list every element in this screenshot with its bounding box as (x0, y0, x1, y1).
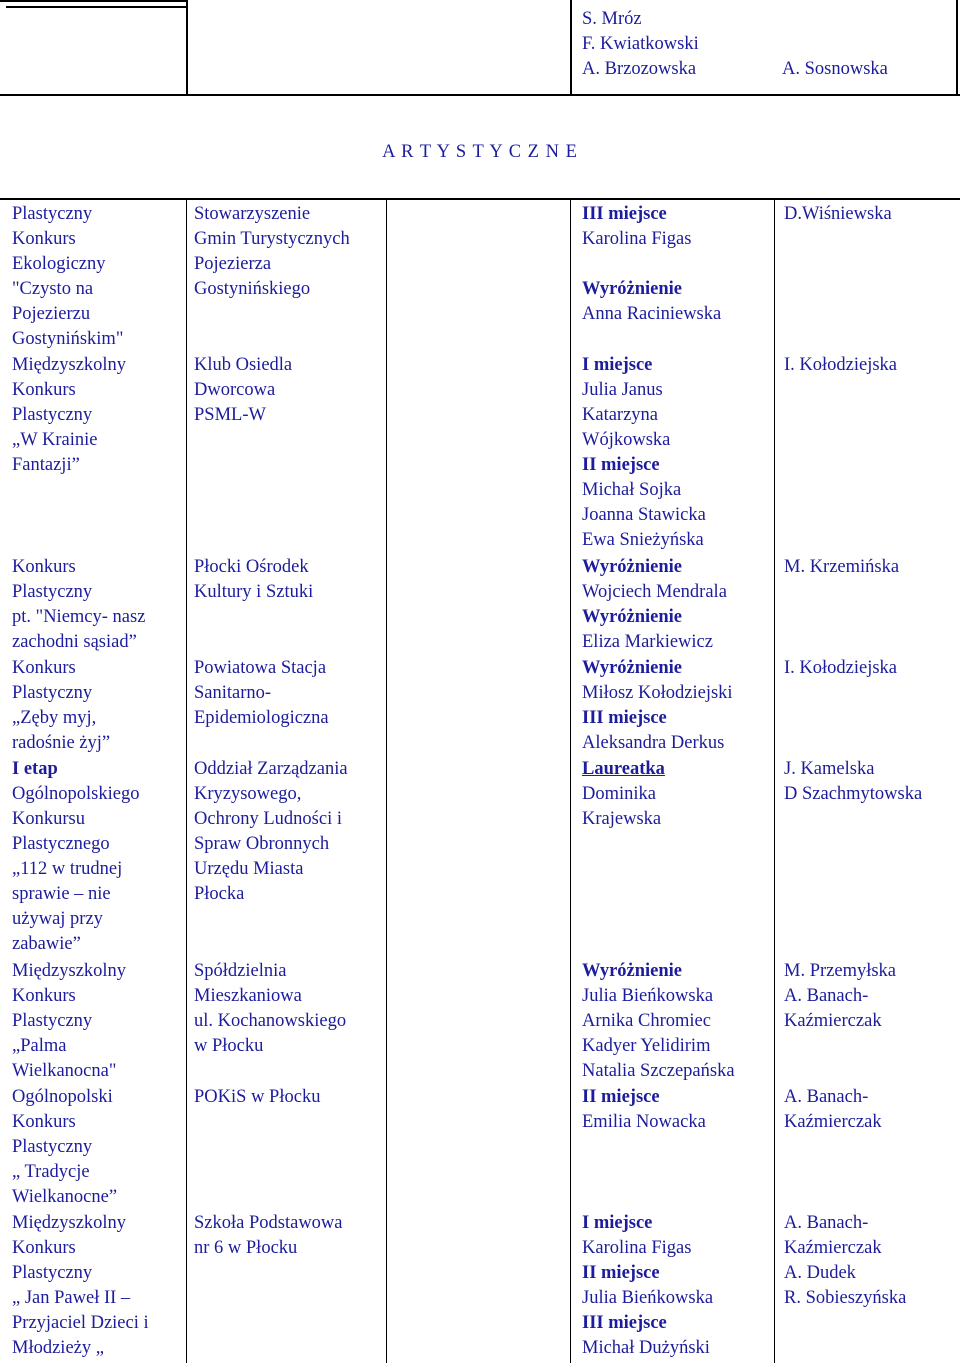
header-col4 (582, 7, 699, 82)
teacher-cell (784, 1085, 882, 1135)
header-divider-2 (570, 0, 572, 96)
teacher-line: A. Dudek (784, 1263, 856, 1283)
results-cell (582, 1085, 706, 1135)
student-name: Arnika Chromiec (582, 1011, 711, 1031)
top-border-left (0, 0, 188, 2)
results-cell (582, 353, 706, 553)
student-name: Karolina Figas (582, 229, 692, 249)
competition-name-cell (12, 757, 139, 957)
competition-name-line: Ogólnopolskiego (12, 784, 140, 804)
student-name: Aleksandra Derkus (582, 733, 725, 753)
competition-name-cell (12, 959, 126, 1084)
competition-name-line: zabawie” (12, 934, 81, 954)
organizer-cell (194, 656, 329, 731)
teacher-line: A. Banach- (784, 1087, 869, 1107)
results-cell (582, 959, 735, 1084)
competition-name-line: Konkurs (12, 380, 76, 400)
competition-name-line: radośnie żyj” (12, 733, 111, 753)
student-name: Michał Sojka (582, 480, 682, 500)
organizer-line: Sanitarno- (194, 683, 272, 703)
organizer-cell (194, 959, 346, 1059)
header-divider-3 (956, 0, 958, 96)
organizer-line: nr 6 w Płocku (194, 1238, 298, 1258)
competition-name-line: Młodzieży „ (12, 1338, 104, 1358)
teacher-line: M. Przemyłska (784, 961, 897, 981)
award-place: II miejsce (582, 1087, 660, 1107)
competition-name-line: Konkurs (12, 1112, 76, 1132)
col-divider-1 (186, 198, 187, 1363)
organizer-line: Gostynińskiego (194, 279, 311, 299)
student-name: Natalia Szczepańska (582, 1061, 735, 1081)
competition-name-line: Konkursu (12, 809, 85, 829)
competition-name-line: Plastyczny (12, 204, 93, 224)
student-name: Dominika (582, 784, 656, 804)
competition-name-line: używaj przy (12, 909, 103, 929)
organizer-line: POKiS w Płocku (194, 1087, 321, 1107)
student-name: Julia Janus (582, 380, 663, 400)
competition-name-line: Plastyczny (12, 1263, 93, 1283)
student-name: Wójkowska (582, 430, 671, 450)
award-place: III miejsce (582, 204, 667, 224)
student-name: Ewa Snieżyńska (582, 530, 704, 550)
teacher-line: J. Kamelska (784, 759, 875, 779)
award-place: Wyróżnienie (582, 279, 683, 299)
organizer-line: Spółdzielnia (194, 961, 287, 981)
results-cell (582, 757, 665, 832)
competition-name-line: Plastyczny (12, 405, 93, 425)
competition-name-line: Plastyczny (12, 582, 93, 602)
section-title: A R T Y S T Y C Z N E (382, 142, 578, 162)
organizer-line: Mieszkaniowa (194, 986, 302, 1006)
competition-name-line: sprawie – nie (12, 884, 111, 904)
competition-name-line: Międzyszkolny (12, 1213, 127, 1233)
competition-name-line: Konkurs (12, 557, 76, 577)
award-place: Wyróżnienie (582, 607, 683, 627)
award-place: Wyróżnienie (582, 658, 683, 678)
organizer-line: Płocka (194, 884, 245, 904)
teacher-line: A. Banach- (784, 986, 869, 1006)
teacher-line: I. Kołodziejska (784, 658, 898, 678)
teacher-line: Kaźmierczak (784, 1011, 882, 1031)
student-name: Krajewska (582, 809, 662, 829)
competition-name-line: Konkurs (12, 658, 76, 678)
student-name: Karolina Figas (582, 1238, 692, 1258)
header-col5-line: A. Sosnowska (782, 59, 888, 79)
student-name: Julia Bieńkowska (582, 1288, 714, 1308)
competition-name-line: zachodni sąsiad” (12, 632, 137, 652)
competition-name-line: „ Tradycje (12, 1162, 90, 1182)
competition-name-line: Wielkanocna" (12, 1061, 117, 1081)
competition-name-line: „ Jan Paweł II – (12, 1288, 131, 1308)
competition-name-cell (12, 202, 123, 352)
teacher-line: D.Wiśniewska (784, 204, 892, 224)
student-name: Eliza Markiewicz (582, 632, 713, 652)
competition-stage: I etap (12, 759, 58, 779)
award-place: III miejsce (582, 1313, 667, 1333)
competition-name-line: „112 w trudnej (12, 859, 123, 879)
competition-name-line: Plastyczny (12, 1137, 93, 1157)
student-name: Miłosz Kołodziejski (582, 683, 733, 703)
competition-name-line: „Zęby myj, (12, 708, 97, 728)
teacher-cell (784, 959, 896, 1034)
competition-name-line: Konkurs (12, 1238, 76, 1258)
header-col4-line: S. Mróz (582, 9, 642, 29)
header-col4-line: A. Brzozowska (582, 59, 697, 79)
teacher-line: A. Banach- (784, 1213, 869, 1233)
header-col4-line: F. Kwiatkowski (582, 34, 699, 54)
organizer-line: PSML-W (194, 405, 266, 425)
results-cell (582, 202, 721, 327)
organizer-line: Spraw Obronnych (194, 834, 330, 854)
organizer-line: Szkoła Podstawowa (194, 1213, 343, 1233)
student-name: Kadyer Yelidirim (582, 1036, 711, 1056)
top-border-inner (6, 6, 186, 8)
competition-name-cell (12, 353, 126, 478)
competition-name-line: Międzyszkolny (12, 961, 127, 981)
award-place: II miejsce (582, 455, 660, 475)
results-cell (582, 1211, 713, 1361)
student-name: Joanna Stawicka (582, 505, 706, 525)
organizer-line: Pojezierza (194, 254, 272, 274)
competition-name-line: Konkurs (12, 986, 76, 1006)
student-name: Michał Dużyński (582, 1338, 710, 1358)
organizer-line: Powiatowa Stacja (194, 658, 327, 678)
organizer-line: Gmin Turystycznych (194, 229, 350, 249)
organizer-cell (194, 757, 348, 907)
teacher-cell (784, 757, 922, 807)
competition-name-line: "Czysto na (12, 279, 94, 299)
organizer-cell (194, 1085, 320, 1110)
header-divider-1 (186, 0, 188, 96)
col-divider-4 (774, 198, 775, 1363)
competition-name-line: Przyjaciel Dzieci i (12, 1313, 149, 1333)
teacher-cell (784, 656, 897, 681)
teacher-cell (784, 555, 899, 580)
competition-name-line: Gostynińskim" (12, 329, 124, 349)
competition-name-line: Konkurs (12, 229, 76, 249)
competition-name-cell (12, 1211, 149, 1361)
col-divider-2 (386, 198, 387, 1363)
teacher-line: R. Sobieszyńska (784, 1288, 907, 1308)
organizer-line: Klub Osiedla (194, 355, 293, 375)
competition-name-line: pt. "Niemcy- nasz (12, 607, 146, 627)
competition-name-line: Fantazji” (12, 455, 80, 475)
results-cell (582, 555, 727, 655)
student-name: Katarzyna (582, 405, 659, 425)
competition-name-line: Plastyczny (12, 1011, 93, 1031)
teacher-line: M. Krzemińska (784, 557, 900, 577)
competition-name-line: Międzyszkolny (12, 355, 127, 375)
competition-name-line: Plastyczny (12, 683, 93, 703)
teacher-cell (784, 353, 897, 378)
organizer-line: Kultury i Sztuki (194, 582, 314, 602)
organizer-line: Urzędu Miasta (194, 859, 304, 879)
competition-name-line: Ogólnopolski (12, 1087, 113, 1107)
organizer-line: Ochrony Ludności i (194, 809, 342, 829)
award-place: II miejsce (582, 1263, 660, 1283)
organizer-cell (194, 1211, 343, 1261)
student-name: Wojciech Mendrala (582, 582, 727, 602)
teacher-cell (784, 202, 892, 227)
teacher-cell (784, 1211, 906, 1311)
organizer-cell (194, 202, 350, 302)
organizer-cell (194, 555, 313, 605)
col-divider-3 (570, 198, 571, 1363)
competition-name-cell (12, 1085, 117, 1210)
organizer-line: Dworcowa (194, 380, 276, 400)
organizer-line: ul. Kochanowskiego (194, 1011, 347, 1031)
competition-name-line: „W Krainie (12, 430, 98, 450)
competition-name-line: Ekologiczny (12, 254, 106, 274)
organizer-line: Epidemiologiczna (194, 708, 329, 728)
competition-name-cell (12, 555, 145, 655)
organizer-line: w Płocku (194, 1036, 264, 1056)
award-laureate: Laureatka (582, 759, 665, 779)
section-bottom (0, 198, 960, 200)
teacher-line: I. Kołodziejska (784, 355, 898, 375)
organizer-cell (194, 353, 292, 428)
student-name (582, 252, 721, 277)
competition-name-cell (12, 656, 110, 756)
competition-name-line: Plastycznego (12, 834, 110, 854)
competition-name-line: „Palma (12, 1036, 67, 1056)
header-col5 (782, 57, 888, 82)
award-place: I miejsce (582, 1213, 653, 1233)
student-name: Anna Raciniewska (582, 304, 722, 324)
student-name: Julia Bieńkowska (582, 986, 714, 1006)
teacher-line: D Szachmytowska (784, 784, 923, 804)
teacher-line: Kaźmierczak (784, 1112, 882, 1132)
competition-name-line: Wielkanocne” (12, 1187, 118, 1207)
award-place: Wyróżnienie (582, 961, 683, 981)
student-name: Emilia Nowacka (582, 1112, 706, 1132)
organizer-line: Płocki Ośrodek (194, 557, 309, 577)
header-bottom (0, 94, 960, 96)
organizer-line: Kryzysowego, (194, 784, 302, 804)
award-place: III miejsce (582, 708, 667, 728)
award-place: I miejsce (582, 355, 653, 375)
results-cell (582, 656, 733, 756)
award-place: Wyróżnienie (582, 557, 683, 577)
organizer-line: Oddział Zarządzania (194, 759, 348, 779)
teacher-line: Kaźmierczak (784, 1238, 882, 1258)
competition-name-line: Pojezierzu (12, 304, 91, 324)
organizer-line: Stowarzyszenie (194, 204, 311, 224)
